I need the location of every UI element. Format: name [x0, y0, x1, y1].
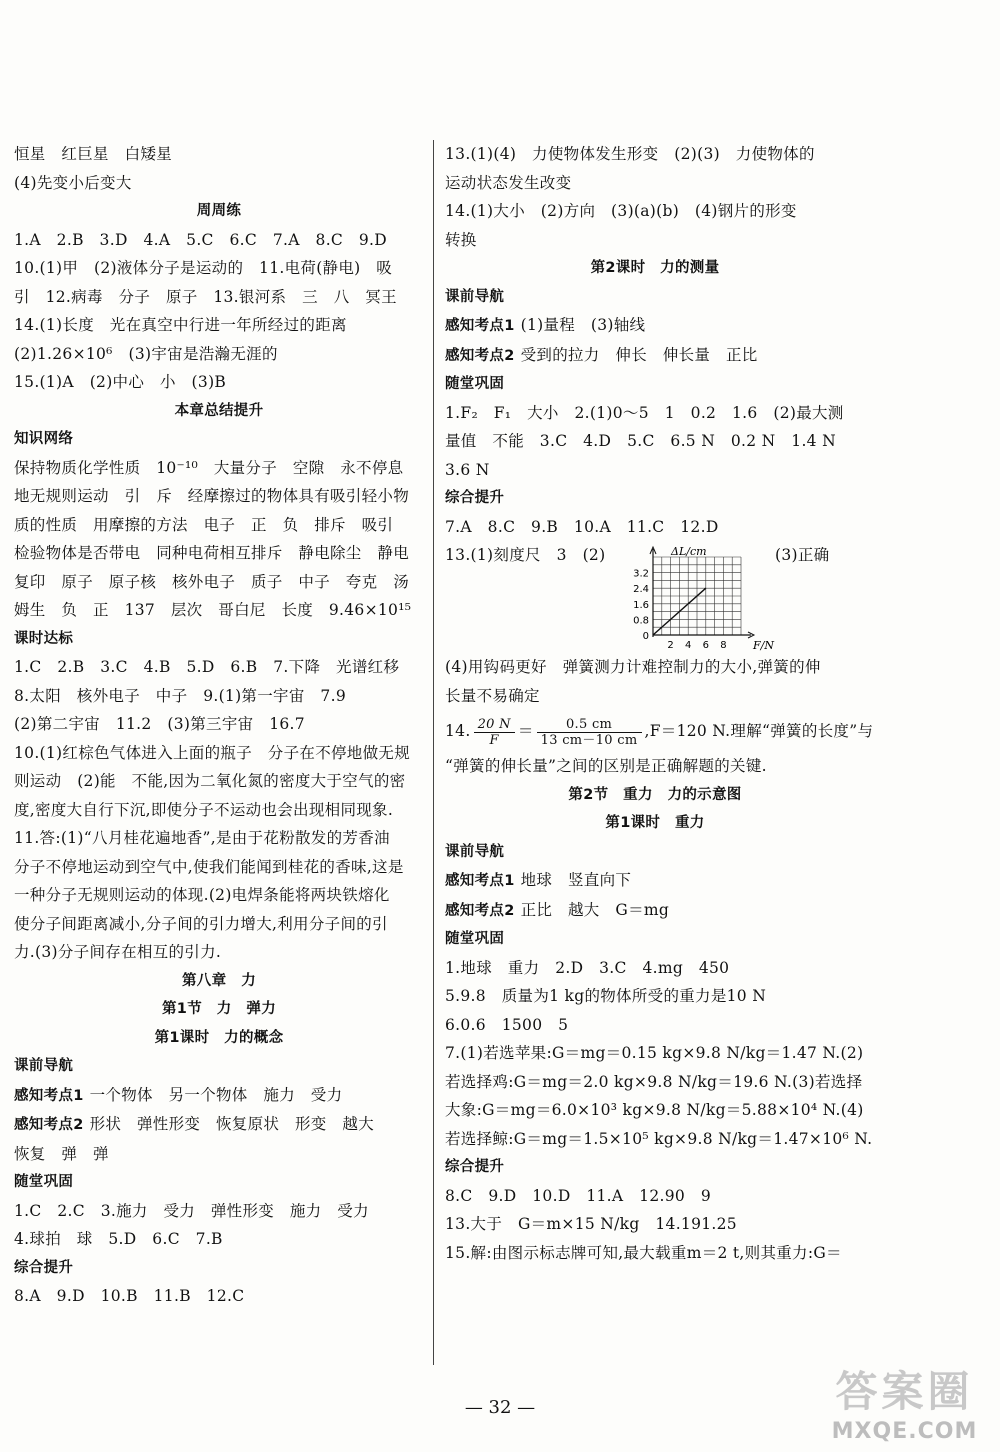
text-line: 5.9.8 质量为1 kg的物体所受的重力是10 N — [445, 987, 767, 1005]
x-tick-label: 8 — [720, 640, 727, 651]
text-line: 运动状态发生改变 — [445, 173, 572, 192]
lesson-title: 第1课时 力的概念 — [154, 1029, 284, 1046]
fraction-numerator: 0.5 cm — [537, 717, 642, 733]
text-line: (4)用钩码更好 弹簧测力计难控制力的大小,弹簧的伸 — [445, 658, 821, 676]
text-line: 14.(1)长度 光在真空中行进一年所经过的距离 — [14, 316, 347, 334]
point-label: 感知考点1 — [14, 1087, 84, 1104]
y-tick-label: 0 — [642, 631, 649, 642]
text-line: 长量不易确定 — [445, 686, 540, 705]
text-line: (4)先变小后变大 — [14, 173, 132, 192]
text-line: 保持物质化学性质 10⁻¹⁰ 大量分子 空隙 永不停息 — [14, 458, 404, 477]
text-line: 引 12.病毒 分子 原子 13.银河系 三 八 冥王 — [14, 287, 397, 306]
watermark-url: MXQE.COM — [831, 1419, 978, 1444]
chapter-title: 第八章 力 — [182, 972, 256, 989]
text-line: 6.0.6 1500 5 — [445, 1015, 569, 1034]
subsection-heading: 课前导航 — [445, 843, 505, 860]
left-column — [14, 140, 424, 1311]
text-line: 若选择鲸:G＝mg＝1.5×10⁵ kg×9.8 N/kg＝1.47×10⁶ N. — [445, 1129, 873, 1148]
subsection-heading: 课前导航 — [445, 288, 505, 305]
subsection-heading: 知识网络 — [14, 431, 74, 447]
y-tick-label: 2.4 — [633, 584, 649, 596]
text-line: 1.A 2.B 3.D 4.A 5.C 6.C 7.A 8.C 9.D — [14, 230, 388, 249]
text-line: 检验物体是否带电 同种电荷相互排斥 静电除尘 静电 — [14, 544, 410, 562]
y-tick-label: 1.6 — [633, 599, 649, 611]
text-line: 13.(1)刻度尺 3 (2) — [445, 546, 606, 564]
text-line: 力.(3)分子间存在相互的引力. — [14, 943, 222, 961]
x-tick-label: 4 — [685, 640, 692, 651]
q14-suffix: ,F＝120 N.理解“弹簧的长度”与 — [644, 722, 874, 740]
text-line: “弹簧的伸长量”之间的区别是正确解题的关键. — [445, 757, 767, 775]
y-tick-label: 0.8 — [633, 615, 649, 627]
text-line: 恒星 红巨星 白矮星 — [14, 145, 173, 163]
text-line — [445, 311, 865, 341]
x-tick-label: 6 — [702, 640, 709, 651]
spring-extension-graph — [621, 545, 781, 653]
point-text: 受到的拉力 伸长 伸长量 正比 — [520, 345, 758, 364]
text-line: 14. $\frac{20 N}{F}$ ＝ $\frac{0.5 cm}{13 cm-10 cm}$ ,F＝120 N.理解“弹簧的长度”与 — [445, 716, 874, 748]
text-line: 7.A 8.C 9.B 10.A 11.C 12.D — [445, 517, 719, 536]
point-text: 正比 越大 G＝mg — [520, 900, 670, 919]
text-line: 分子不停地运动到空气中,使我们能闻到桂花的香味,这是 — [14, 857, 404, 876]
y-axis-label: ΔL/cm — [671, 545, 707, 558]
text-line: (2)1.26×10⁶ (3)宇宙是浩瀚无涯的 — [14, 344, 278, 363]
section-title: 周周练 — [196, 203, 242, 219]
text-line — [14, 1110, 424, 1140]
subsection-heading: 随堂巩固 — [445, 376, 505, 392]
text-line: 13.(1)(4) 力使物体发生形变 (2)(3) 力使物体的 — [445, 145, 815, 163]
subsection-heading: 综合提升 — [14, 1259, 74, 1276]
text-line: 恢复 弹 弹 — [14, 1144, 109, 1163]
point-label: 感知考点2 — [445, 902, 515, 919]
text-line: 15.解:由图示标志牌可知,最大载重m＝2 t,则其重力:G＝ — [445, 1243, 842, 1262]
text-line: 量值 不能 3.C 4.D 5.C 6.5 N 0.2 N 1.4 N — [445, 432, 836, 450]
text-line: (3)正确 — [775, 546, 830, 564]
point-text: 地球 竖直向下 — [520, 871, 632, 889]
lesson-title: 第2课时 力的测量 — [590, 260, 720, 276]
subsection-heading: 课前导航 — [14, 1058, 74, 1074]
fraction-denominator: F — [489, 732, 499, 748]
text-line: 7.(1)若选苹果:G＝mg＝0.15 kg×9.8 N/kg＝1.47 N.(2) — [445, 1044, 864, 1062]
text-line: 10.(1)红棕色气体进入上面的瓶子 分子在不停地做无规 — [14, 743, 411, 762]
text-line: 转换 — [445, 230, 477, 249]
text-line: 11.答:(1)“八月桂花遍地香”,是由于花粉散发的芳香油 — [14, 829, 390, 847]
text-line: 4.球拍 球 5.D 6.C 7.B — [14, 1230, 223, 1248]
watermark-logo — [817, 1359, 992, 1444]
text-line: 地无规则运动 引 斥 经摩擦过的物体具有吸引轻小物 — [14, 487, 410, 505]
watermark-text: 答案圈 — [835, 1367, 974, 1416]
text-line — [14, 1081, 424, 1111]
text-line: 大象:G＝mg＝6.0×10³ kg×9.8 N/kg＝5.88×10⁴ N.(4) — [445, 1101, 864, 1119]
point-label: 感知考点2 — [14, 1117, 84, 1133]
y-tick-label: 3.2 — [633, 568, 649, 580]
text-line: 若选择鸡:G＝mg＝2.0 kg×9.8 N/kg＝19.6 N.(3)若选择 — [445, 1072, 863, 1091]
text-line: 8.C 9.D 10.D 11.A 12.90 9 — [445, 1186, 712, 1205]
subsection-heading: 随堂巩固 — [445, 931, 505, 947]
fraction-numerator: 20 N — [474, 717, 515, 733]
x-axis-label: F/N — [753, 639, 774, 652]
fraction-denominator: 13 cm－10 cm — [540, 732, 638, 748]
text-line: 8.太阳 核外电子 中子 9.(1)第一宇宙 7.9 — [14, 686, 346, 705]
text-line: 度,密度大自行下沉,即使分子不运动也会出现相同现象. — [14, 800, 394, 819]
right-column — [445, 140, 874, 1267]
text-line: 使分子间距离减小,分子间的引力增大,利用分子间的引 — [14, 914, 388, 933]
text-line: 质的性质 用摩擦的方法 电子 正 负 排斥 吸引 — [14, 515, 394, 534]
section-title: 本章总结提升 — [174, 402, 264, 419]
column-divider — [433, 140, 434, 1365]
text-line: 姆生 负 正 137 层次 哥白尼 长度 9.46×10¹⁵ — [14, 601, 412, 619]
point-text: 一个物体 另一个物体 施力 受力 — [89, 1085, 343, 1104]
point-text: (1)量程 (3)轴线 — [520, 316, 646, 334]
text-line: 1.F₂ F₁ 大小 2.(1)0～5 1 0.2 1.6 (2)最大测 — [445, 403, 844, 422]
text-line: 13.大于 G＝m×15 N/kg 14.191.25 — [445, 1215, 737, 1233]
section-title: 第1节 力 弹力 — [162, 1001, 276, 1017]
text-line: 1.地球 重力 2.D 3.C 4.mg 450 — [445, 958, 730, 977]
text-line — [445, 896, 865, 926]
section-title: 第2节 重力 力的示意图 — [568, 786, 742, 803]
text-line: 一种分子无规则运动的体现.(2)电焊条能将两块铁熔化 — [14, 886, 390, 904]
subsection-heading: 课时达标 — [14, 630, 74, 647]
q14-prefix: 14. — [445, 722, 471, 740]
lesson-title: 第1课时 重力 — [605, 815, 705, 831]
subsection-heading: 综合提升 — [445, 490, 505, 506]
text-line: 1.C 2.C 3.施力 受力 弹性形变 施力 受力 — [14, 1201, 369, 1220]
point-label: 感知考点1 — [445, 318, 515, 334]
text-line — [445, 866, 865, 896]
point-label: 感知考点1 — [445, 873, 515, 889]
text-line: 则运动 (2)能 不能,因为二氧化氮的密度大于空气的密 — [14, 772, 406, 790]
text-line: 3.6 N — [445, 460, 490, 479]
x-tick-label: 2 — [667, 640, 674, 651]
text-line: 10.(1)甲 (2)液体分子是运动的 11.电荷(静电) 吸 — [14, 259, 393, 277]
subsection-heading: 随堂巩固 — [14, 1174, 74, 1190]
text-line: 复印 原子 原子核 核外电子 质子 中子 夸克 汤 — [14, 572, 410, 591]
subsection-heading: 综合提升 — [445, 1159, 505, 1175]
fraction — [537, 717, 642, 748]
graph-ticks — [633, 569, 726, 651]
text-line: 1.C 2.B 3.C 4.B 5.D 6.B 7.下降 光谱红移 — [14, 658, 400, 676]
fraction — [474, 717, 515, 748]
text-line — [445, 341, 865, 371]
question-13-row — [445, 541, 865, 653]
page-number: — 32 — — [464, 1397, 536, 1418]
text-line: 15.(1)A (2)中心 小 (3)B — [14, 373, 227, 391]
point-label: 感知考点2 — [445, 347, 515, 364]
point-text: 形状 弹性形变 恢复原状 形变 越大 — [89, 1115, 374, 1133]
text-line: 14.(1)大小 (2)方向 (3)(a)(b) (4)钢片的形变 — [445, 202, 797, 220]
text-line: 8.A 9.D 10.B 11.B 12.C — [14, 1287, 245, 1305]
text-line: (2)第二宇宙 11.2 (3)第三宇宙 16.7 — [14, 715, 305, 733]
